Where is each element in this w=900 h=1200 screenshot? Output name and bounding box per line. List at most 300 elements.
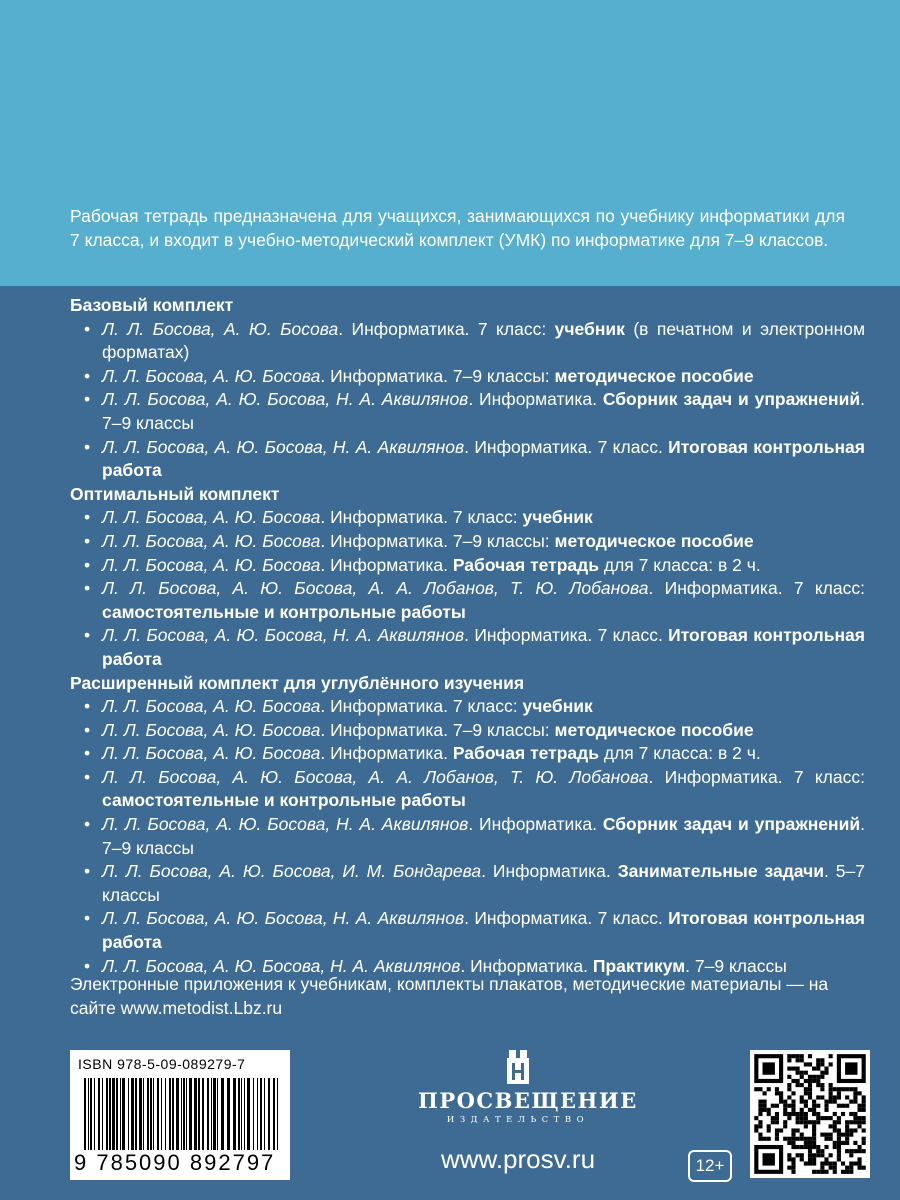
qr-module (800, 1112, 804, 1116)
barcode-bar (238, 1078, 240, 1150)
qr-module (833, 1112, 837, 1116)
barcode-bar (207, 1078, 209, 1150)
qr-module (804, 1145, 808, 1149)
qr-module (820, 1149, 824, 1153)
item-text: . Информатика. (468, 814, 603, 835)
qr-module (845, 1120, 849, 1124)
qr-module (758, 1112, 762, 1116)
qr-module (841, 1170, 845, 1174)
qr-module (808, 1153, 812, 1157)
qr-module (849, 1128, 853, 1132)
qr-module (845, 1166, 849, 1170)
barcode-bar (147, 1078, 149, 1150)
qr-module (862, 1137, 866, 1141)
item-text: . Информатика. (320, 743, 453, 764)
item-authors: Л. Л. Босова, А. Ю. Босова, Н. А. Аквилянов (102, 814, 469, 835)
qr-module (862, 1100, 866, 1104)
qr-module (845, 1149, 849, 1153)
qr-module (796, 1058, 800, 1062)
qr-module (853, 1091, 857, 1095)
qr-module (829, 1095, 833, 1099)
qr-module (845, 1128, 849, 1132)
item-title: методическое пособие (554, 719, 754, 740)
qr-module (816, 1145, 820, 1149)
qr-module (804, 1116, 808, 1120)
qr-module (808, 1091, 812, 1095)
item-title: Итоговая контрольная работа (102, 436, 865, 481)
qr-module (812, 1137, 816, 1141)
qr-module (796, 1145, 800, 1149)
isbn-barcode (70, 1050, 290, 1180)
qr-module (820, 1075, 824, 1079)
qr-module (862, 1128, 866, 1132)
qr-module (796, 1079, 800, 1083)
qr-module (796, 1071, 800, 1075)
qr-module (804, 1062, 808, 1066)
item-authors: Л. Л. Босова, А. Ю. Босова (102, 719, 321, 740)
qr-module (804, 1120, 808, 1124)
qr-module (800, 1137, 804, 1141)
qr-module (787, 1083, 791, 1087)
list-item (70, 436, 865, 483)
barcode-bar (153, 1078, 154, 1150)
barcode-bar (273, 1078, 275, 1150)
qr-module (775, 1116, 779, 1120)
item-authors: Л. Л. Босова, А. Ю. Босова (102, 554, 321, 575)
qr-module (857, 1145, 861, 1149)
qr-module (791, 1128, 795, 1132)
item-text: . 7–9 классы (102, 389, 866, 433)
qr-module (829, 1100, 833, 1104)
barcode-bar (213, 1078, 216, 1150)
item-text: . Информатика. 7–9 классы: (320, 530, 555, 551)
barcode-bar (90, 1078, 92, 1150)
qr-module (845, 1104, 849, 1108)
qr-module (763, 1062, 775, 1074)
qr-module (833, 1095, 837, 1099)
item-title: Сборник задач и упражнений (602, 389, 861, 410)
qr-module (808, 1108, 812, 1112)
qr-module (845, 1170, 849, 1174)
qr-module (853, 1141, 857, 1145)
barcode-bar (260, 1078, 262, 1150)
qr-module (812, 1067, 816, 1071)
barcode-bar (227, 1078, 230, 1150)
qr-module (800, 1116, 804, 1120)
qr-module (862, 1108, 866, 1112)
item-authors: Л. Л. Босова, А. Ю. Босова, Н. А. Аквилянов (102, 389, 469, 410)
qr-module (796, 1153, 800, 1157)
qr-module (800, 1054, 804, 1058)
barcode-bar (183, 1078, 185, 1150)
qr-module (808, 1079, 812, 1083)
qr-module (824, 1157, 828, 1161)
qr-module (849, 1120, 853, 1124)
qr-module (812, 1133, 816, 1137)
qr-module (804, 1124, 808, 1128)
qr-module (775, 1128, 779, 1132)
qr-module (816, 1116, 820, 1120)
list-item (70, 318, 865, 365)
qr-module (800, 1075, 804, 1079)
qr-module (816, 1083, 820, 1087)
list-item (70, 530, 865, 554)
qr-module (853, 1128, 857, 1132)
qr-module (800, 1145, 804, 1149)
qr-module (824, 1104, 828, 1108)
item-text: . Информатика. (481, 861, 618, 882)
qr-module (754, 1116, 758, 1120)
item-text: . Информатика. 7 класс: (648, 578, 865, 599)
qr-module (812, 1100, 816, 1104)
barcode-bar (217, 1078, 218, 1150)
qr-module (796, 1128, 800, 1132)
qr-module (754, 1087, 758, 1091)
qr-module (808, 1083, 812, 1087)
isbn-number: ISBN 978-5-09-089279-7 (78, 1056, 246, 1072)
qr-module (849, 1133, 853, 1137)
qr-module (791, 1161, 795, 1165)
qr-module (829, 1153, 833, 1157)
qr-module (837, 1116, 841, 1120)
item-authors: Л. Л. Босова, А. Ю. Босова (102, 507, 321, 528)
qr-module (816, 1170, 820, 1174)
qr-module (837, 1149, 841, 1153)
qr-module (857, 1124, 861, 1128)
qr-module (791, 1137, 795, 1141)
qr-module (812, 1075, 816, 1079)
qr-module (800, 1083, 804, 1087)
qr-module (800, 1071, 804, 1075)
item-title: Итоговая контрольная работа (102, 908, 865, 953)
qr-module (849, 1153, 853, 1157)
list-item (70, 506, 865, 530)
qr-module (853, 1095, 857, 1099)
qr-module (783, 1112, 787, 1116)
qr-module (791, 1100, 795, 1104)
qr-module (833, 1128, 837, 1132)
item-text: . Информатика. 7–9 классы: (320, 719, 555, 740)
qr-module (787, 1137, 791, 1141)
qr-module (779, 1095, 783, 1099)
qr-module (862, 1149, 866, 1153)
qr-module (758, 1120, 762, 1124)
item-text: . Информатика. (320, 554, 453, 575)
barcode-bar (109, 1078, 111, 1150)
qr-module (812, 1153, 816, 1157)
barcode-bar (186, 1078, 187, 1150)
item-text: (в печатном и электронном форматах) (102, 318, 866, 363)
item-authors: Л. Л. Босова, А. Ю. Босова, Н. А. Аквилянов (102, 625, 465, 646)
qr-module (820, 1166, 824, 1170)
qr-module (824, 1071, 828, 1075)
qr-module (779, 1091, 783, 1095)
qr-module (791, 1054, 795, 1058)
qr-module (820, 1153, 824, 1157)
qr-module (845, 1133, 849, 1137)
barcode-bar (157, 1078, 159, 1150)
item-authors: Л. Л. Босова, А. Ю. Босова, И. М. Бондарева (102, 861, 482, 882)
qr-module (833, 1120, 837, 1124)
item-title: учебник (522, 507, 593, 528)
barcode-bar (120, 1078, 121, 1150)
qr-module (849, 1087, 853, 1091)
item-text: . Информатика. (468, 389, 603, 410)
qr-module (837, 1128, 841, 1132)
barcode-bar (161, 1078, 162, 1150)
qr-module (783, 1108, 787, 1112)
qr-module (800, 1157, 804, 1161)
qr-module (808, 1145, 812, 1149)
qr-module (820, 1095, 824, 1099)
publisher-subtitle: ИЗДАТЕЛЬСТВО (446, 1115, 590, 1125)
barcode-bar (150, 1078, 152, 1150)
item-text: . Информатика. (460, 955, 593, 976)
qr-module (812, 1161, 816, 1165)
qr-module (816, 1075, 820, 1079)
qr-module (791, 1104, 795, 1108)
qr-module (849, 1149, 853, 1153)
qr-module (783, 1137, 787, 1141)
qr-module (857, 1116, 861, 1120)
item-title: Рабочая тетрадь (452, 743, 599, 764)
qr-module (804, 1100, 808, 1104)
qr-module (812, 1108, 816, 1112)
qr-module (800, 1058, 804, 1062)
qr-module (853, 1149, 857, 1153)
list-item (70, 907, 865, 954)
qr-module (853, 1116, 857, 1120)
barcode-bar (233, 1078, 236, 1150)
qr-module (763, 1137, 767, 1141)
qr-module (804, 1141, 808, 1145)
qr-module (812, 1141, 816, 1145)
barcode-bar (247, 1078, 250, 1150)
qr-module (837, 1091, 841, 1095)
qr-module (841, 1133, 845, 1137)
qr-module (833, 1100, 837, 1104)
qr-module (824, 1145, 828, 1149)
qr-module (800, 1120, 804, 1124)
qr-module (812, 1145, 816, 1149)
qr-module (758, 1133, 762, 1137)
qr-module (829, 1124, 833, 1128)
item-text: . Информатика. 7–9 классы: (320, 365, 555, 386)
qr-module (771, 1120, 775, 1124)
item-title: Занимательные задачи (617, 861, 825, 882)
item-authors: Л. Л. Босова, А. Ю. Босова (102, 530, 321, 551)
qr-module (829, 1062, 833, 1066)
qr-module (783, 1124, 787, 1128)
qr-module (791, 1112, 795, 1116)
qr-module (862, 1166, 866, 1170)
qr-module (820, 1062, 824, 1066)
item-title: самостоятельные и контрольные работы (102, 790, 466, 811)
qr-module (804, 1161, 808, 1165)
barcode-bar (165, 1078, 166, 1150)
qr-module (824, 1067, 828, 1071)
barcode-bar (122, 1078, 125, 1150)
intro-paragraph: Рабочая тетрадь предназначена для учащихся, занимающихся по учебнику информатики для 7 класса, и входит в учебно-методический комплект (УМК) по информатике для 7–9 классов. (70, 206, 845, 250)
qr-module (812, 1128, 816, 1132)
qr-module (787, 1087, 791, 1091)
item-title: Рабочая тетрадь (452, 554, 599, 575)
qr-module (857, 1161, 861, 1165)
barcode-bar (244, 1078, 245, 1150)
qr-module (862, 1104, 866, 1108)
qr-module (841, 1104, 845, 1108)
item-authors: Л. Л. Босова, А. Ю. Босова (102, 318, 339, 339)
qr-module (833, 1141, 837, 1145)
qr-module (808, 1062, 812, 1066)
item-text: . Информатика. 7 класс. (464, 436, 669, 457)
qr-module (833, 1170, 837, 1174)
section-items (70, 318, 865, 483)
item-text: . Информатика. 7 класс: (320, 507, 523, 528)
qr-module (808, 1137, 812, 1141)
qr-module (857, 1108, 861, 1112)
barcode-bar (202, 1078, 204, 1150)
barcode-bar (116, 1078, 118, 1150)
barcode-bar (194, 1078, 197, 1150)
qr-module (816, 1153, 820, 1157)
list-item (70, 813, 865, 860)
barcode-bar (268, 1078, 270, 1150)
qr-module (833, 1124, 837, 1128)
qr-module (812, 1079, 816, 1083)
qr-module (837, 1120, 841, 1124)
barcode-bar (257, 1078, 258, 1150)
qr-module (791, 1091, 795, 1095)
barcode-bar (88, 1078, 89, 1150)
barcode-bar (139, 1078, 142, 1150)
section-title: Базовый комплект (70, 295, 234, 315)
qr-module (787, 1141, 791, 1145)
qr-module (783, 1104, 787, 1108)
qr-module (783, 1100, 787, 1104)
barcode-bar (135, 1078, 137, 1150)
barcode-bar (189, 1078, 192, 1150)
qr-module (820, 1083, 824, 1087)
qr-module (812, 1112, 816, 1116)
qr-module (796, 1116, 800, 1120)
qr-module (787, 1153, 791, 1157)
barcode-digits: 9 785090 892797 (74, 1150, 276, 1175)
qr-module (758, 1124, 762, 1128)
qr-module (791, 1157, 795, 1161)
qr-module (829, 1116, 833, 1120)
qr-module (775, 1104, 779, 1108)
barcode-bar (84, 1078, 86, 1150)
barcode-bar (112, 1078, 115, 1150)
item-authors: Л. Л. Босова, А. Ю. Босова (102, 365, 321, 386)
qr-module (820, 1161, 824, 1165)
qr-module (837, 1087, 841, 1091)
qr-module (841, 1087, 845, 1091)
qr-module (829, 1087, 833, 1091)
qr-module (767, 1128, 771, 1132)
qr-module (758, 1087, 762, 1091)
qr-module (853, 1161, 857, 1165)
qr-module (796, 1137, 800, 1141)
qr-module (824, 1108, 828, 1112)
item-authors: Л. Л. Босова, А. Ю. Босова, Н. А. Аквилянов (102, 908, 465, 929)
section-items (70, 506, 865, 671)
item-title: методическое пособие (554, 365, 754, 386)
qr-module (796, 1054, 800, 1058)
qr-module (829, 1161, 833, 1165)
qr-module (808, 1095, 812, 1099)
qr-module (845, 1137, 849, 1141)
barcode-bar (98, 1078, 100, 1150)
qr-module (800, 1100, 804, 1104)
section-items (70, 695, 865, 978)
item-text: для 7 класса: в 2 ч. (599, 743, 761, 764)
qr-module (833, 1161, 837, 1165)
qr-module (824, 1100, 828, 1104)
qr-module (845, 1095, 849, 1099)
qr-module (837, 1095, 841, 1099)
qr-module (857, 1091, 861, 1095)
qr-module (853, 1087, 857, 1091)
qr-module (808, 1075, 812, 1079)
qr-module (829, 1054, 833, 1058)
item-authors: Л. Л. Босова, А. Ю. Босова (102, 743, 321, 764)
qr-module (829, 1166, 833, 1170)
barcode-bar (128, 1078, 129, 1150)
barcode-bar (253, 1078, 254, 1150)
qr-module (787, 1116, 791, 1120)
list-item (70, 766, 865, 813)
qr-module (849, 1166, 853, 1170)
qr-module (775, 1133, 779, 1137)
barcode-bar (264, 1078, 265, 1150)
qr-module (812, 1170, 816, 1174)
qr-module (791, 1133, 795, 1137)
qr-module (779, 1128, 783, 1132)
qr-module (837, 1137, 841, 1141)
qr-module (824, 1137, 828, 1141)
item-title: Итоговая контрольная работа (102, 625, 865, 669)
qr-module (800, 1153, 804, 1157)
qr-module (808, 1149, 812, 1153)
qr-module (849, 1100, 853, 1104)
barcode-bar (169, 1078, 171, 1150)
barcode-bar (211, 1078, 212, 1150)
qr-module (758, 1100, 762, 1104)
qr-module (857, 1104, 861, 1108)
qr-module (804, 1104, 808, 1108)
publisher-name: ПРОСВЕЩЕНИЕ (418, 1088, 638, 1113)
qr-module (862, 1120, 866, 1124)
qr-module (787, 1095, 791, 1099)
qr-module (791, 1141, 795, 1145)
qr-module (804, 1087, 808, 1091)
qr-module (816, 1095, 820, 1099)
qr-module (791, 1067, 795, 1071)
qr-module (837, 1104, 841, 1108)
item-title: самостоятельные и контрольные работы (102, 601, 466, 622)
section-title: Оптимальный комплект (70, 483, 280, 504)
qr-module (837, 1133, 841, 1137)
qr-module (775, 1137, 779, 1141)
qr-code (750, 1050, 870, 1178)
qr-module (824, 1161, 828, 1165)
item-title: Сборник задач и упражнений (602, 814, 861, 835)
qr-module (775, 1120, 779, 1124)
item-text: . Информатика. 7 класс: (320, 696, 523, 717)
item-text: . 7–9 классы (685, 955, 787, 976)
